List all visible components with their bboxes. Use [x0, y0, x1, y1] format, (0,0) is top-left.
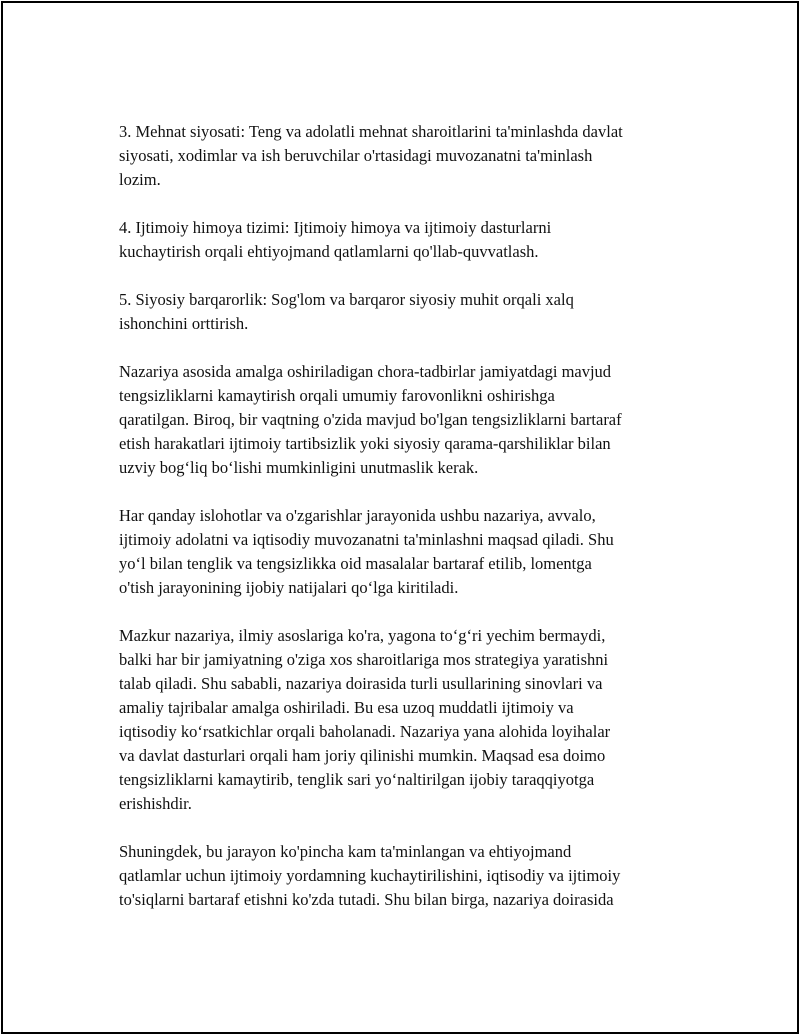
document-body	[119, 120, 699, 936]
text-line: qaratilgan. Biroq, bir vaqtning o'zida mavjud bo'lgan tengsizliklarni bartaraf	[119, 410, 622, 429]
text-line: va davlat dasturlari orqali ham joriy qilinishi mumkin. Maqsad esa doimo	[119, 746, 606, 765]
text-line: Mazkur nazariya, ilmiy asoslariga ko'ra, yagona to‘g‘ri yechim bermaydi,	[119, 626, 606, 645]
text-line: qatlamlar uchun ijtimoiy yordamning kuchaytirilishini, iqtisodiy va ijtimoiy	[119, 866, 621, 885]
text-line: iqtisodiy ko‘rsatkichlar orqali baholanadi. Nazariya yana alohida loyihalar	[119, 722, 611, 741]
text-line: lozim.	[119, 170, 161, 189]
text-line: amaliy tajribalar amalga oshiriladi. Bu esa uzoq muddatli ijtimoiy va	[119, 698, 574, 717]
text-line: tengsizliklarni kamaytirib, tenglik sari yo‘naltirilgan ijobiy taraqqiyotga	[119, 770, 595, 789]
paragraph-social-support	[119, 840, 699, 912]
text-line: talab qiladi. Shu sababli, nazariya doirasida turli usullarining sinovlari va	[119, 674, 603, 693]
text-line: 3. Mehnat siyosati: Teng va adolatli mehnat sharoitlarini ta'minlashda davlat	[119, 122, 623, 141]
document-page	[1, 1, 799, 1034]
text-line: siyosati, xodimlar va ish beruvchilar o'rtasidagi muvozanatni ta'minlash	[119, 146, 593, 165]
text-line: Nazariya asosida amalga oshiriladigan chora-tadbirlar jamiyatdagi mavjud	[119, 362, 612, 381]
text-line: to'siqlarni bartaraf etishni ko'zda tutadi. Shu bilan birga, nazariya doirasida	[119, 890, 614, 909]
text-line: uzviy bog‘liq bo‘lishi mumkinligini unutmaslik kerak.	[119, 458, 479, 477]
text-line: 5. Siyosiy barqarorlik: Sog'lom va barqaror siyosiy muhit orqali xalq	[119, 290, 574, 309]
text-line: Har qanday islohotlar va o'zgarishlar jarayonida ushbu nazariya, avvalo,	[119, 506, 596, 525]
text-line: kuchaytirish orqali ehtiyojmand qatlamlarni qo'llab-quvvatlash.	[119, 242, 539, 261]
text-line: ijtimoiy adolatni va iqtisodiy muvozanatni ta'minlashni maqsad qiladi. Shu	[119, 530, 614, 549]
paragraph-labor-policy	[119, 120, 699, 192]
text-line: tengsizliklarni kamaytirish orqali umumiy farovonlikni oshirishga	[119, 386, 555, 405]
text-line: erishishdir.	[119, 794, 192, 813]
paragraph-political-stability	[119, 288, 699, 336]
text-line: ishonchini orttirish.	[119, 314, 249, 333]
paragraph-measures	[119, 360, 699, 480]
text-line: balki har bir jamiyatning o'ziga xos sharoitlariga mos strategiya yaratishni	[119, 650, 609, 669]
text-line: Shuningdek, bu jarayon ko'pincha kam ta'minlangan va ehtiyojmand	[119, 842, 572, 861]
paragraph-scientific-basis	[119, 624, 699, 816]
paragraph-social-protection	[119, 216, 699, 264]
text-line: 4. Ijtimoiy himoya tizimi: Ijtimoiy himoya va ijtimoiy dasturlarni	[119, 218, 552, 237]
text-line: etish harakatlari ijtimoiy tartibsizlik yoki siyosiy qarama-qarshiliklar bilan	[119, 434, 611, 453]
text-line: yo‘l bilan tenglik va tengsizlikka oid masalalar bartaraf etilib, lomentga	[119, 554, 592, 573]
paragraph-reforms	[119, 504, 699, 600]
text-line: o'tish jarayonining ijobiy natijalari qo‘lga kiritiladi.	[119, 578, 459, 597]
